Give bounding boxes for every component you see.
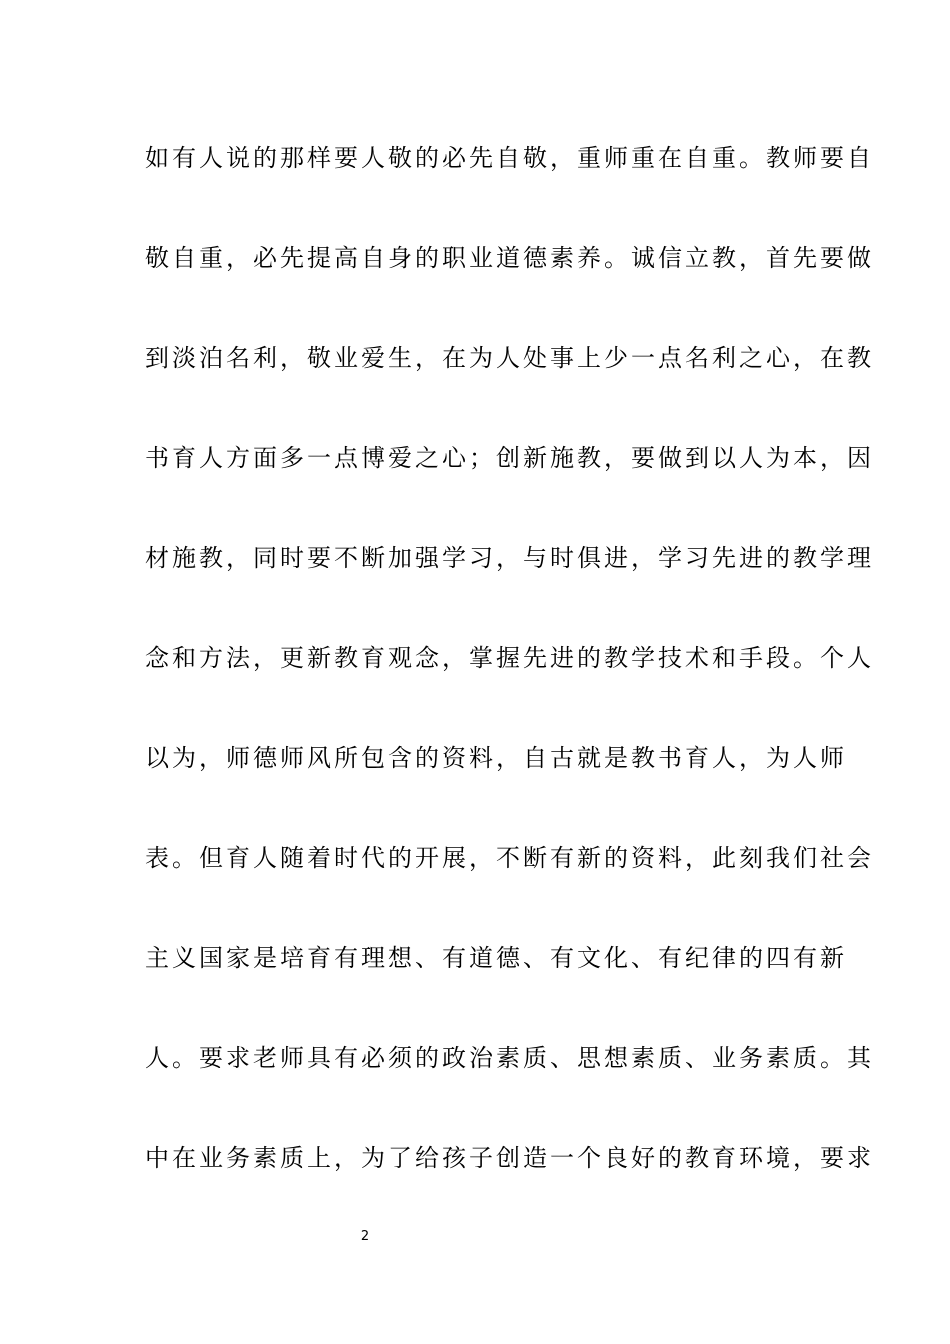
text-line-5: 材施教，同时要不断加强学习，与时俱进，学习先进的教学理 bbox=[145, 544, 874, 572]
text-line-9: 主义国家是培育有理想、有道德、有文化、有纪律的四有新 bbox=[145, 944, 847, 972]
text-line-4: 书育人方面多一点博爱之心；创新施教，要做到以人为本，因 bbox=[145, 444, 874, 472]
page-number: 2 bbox=[360, 1229, 370, 1244]
text-line-10: 人。要求老师具有必须的政治素质、思想素质、业务素质。其 bbox=[145, 1044, 874, 1072]
text-line-6: 念和方法，更新教育观念，掌握先进的教学技术和手段。个人 bbox=[145, 644, 874, 672]
body-text bbox=[145, 133, 874, 1233]
text-line-11: 中在业务素质上，为了给孩子创造一个良好的教育环境，要求 bbox=[145, 1144, 874, 1172]
text-line-3: 到淡泊名利，敬业爱生，在为人处事上少一点名利之心，在教 bbox=[145, 344, 874, 372]
text-line-8: 表。但育人随着时代的开展，不断有新的资料，此刻我们社会 bbox=[145, 844, 874, 872]
text-line-2: 敬自重，必先提高自身的职业道德素养。诚信立教，首先要做 bbox=[145, 244, 874, 272]
text-line-1: 如有人说的那样要人敬的必先自敬，重师重在自重。教师要自 bbox=[145, 144, 874, 172]
text-line-7: 以为，师德师风所包含的资料，自古就是教书育人，为人师 bbox=[145, 744, 847, 772]
